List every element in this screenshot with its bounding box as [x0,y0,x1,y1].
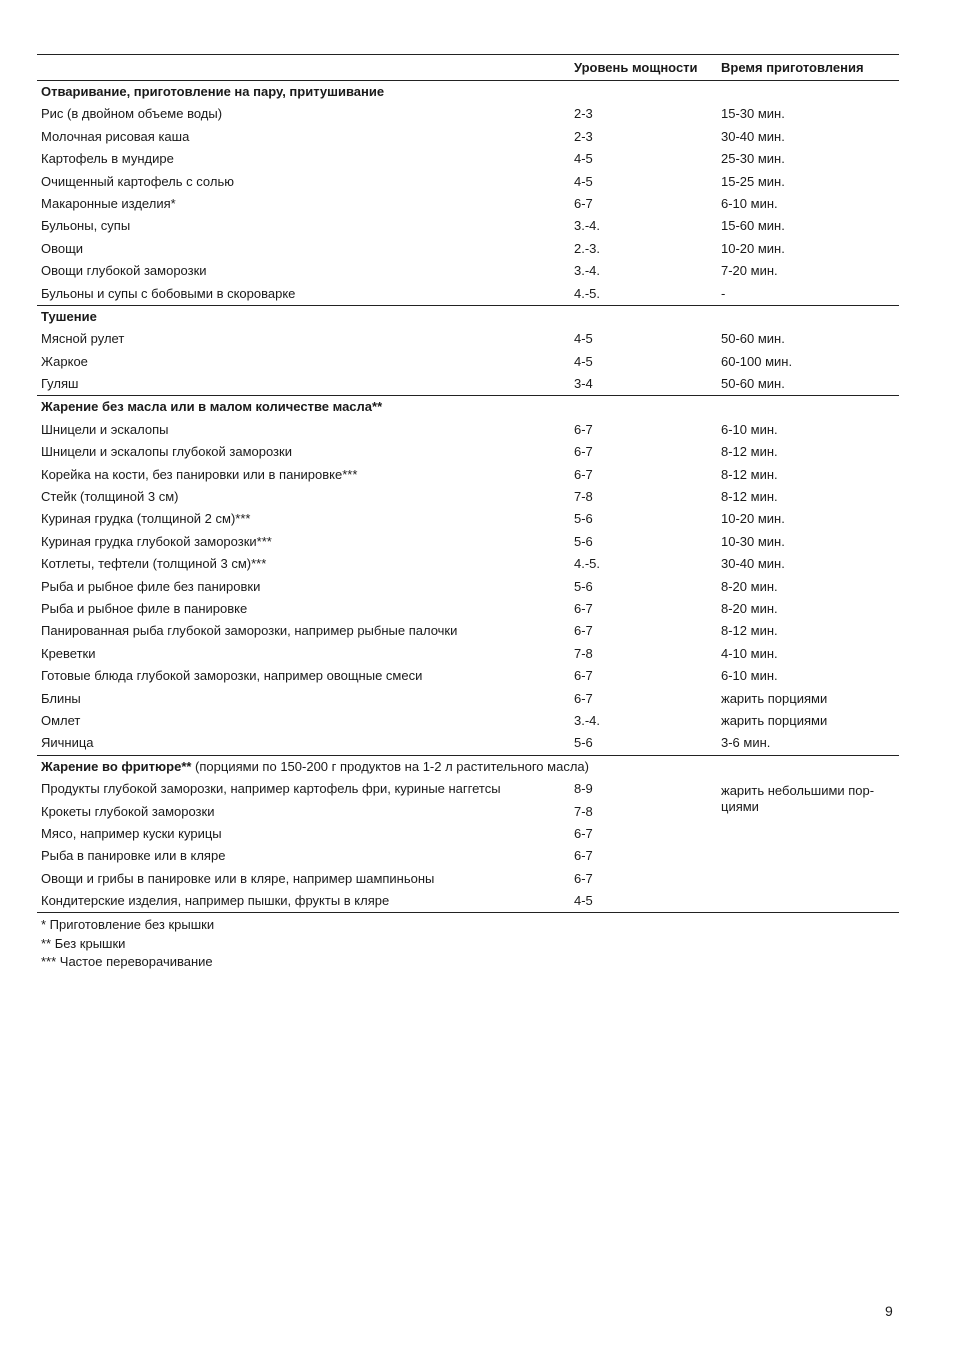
table-row [37,419,899,441]
table-row [37,171,899,193]
time-cell: 6-10 мин. [721,668,778,684]
time-cell: 50-60 мин. [721,376,785,392]
power-cell: 6-7 [574,848,593,864]
table-row [37,373,899,395]
section-title [37,756,899,778]
dish-cell: Куриная грудка глубокой заморозки*** [41,533,272,549]
table-row [37,801,717,823]
power-cell: 6-7 [574,825,593,841]
power-cell: 5-6 [574,511,593,527]
dish-cell: Рыба и рыбное филе без панировки [41,578,261,594]
dish-cell: Гуляш [41,376,79,392]
table-section [37,396,899,755]
power-cell: 4-5 [574,353,593,369]
dish-cell: Картофель в мундире [41,151,174,167]
time-cell: 8-12 мин. [721,466,778,482]
dish-cell: Готовые блюда глубокой заморозки, например овощные смеси [41,668,423,684]
table-row [37,193,899,215]
dish-cell: Очищенный картофель с солью [41,173,234,189]
table-row [37,688,899,710]
power-cell: 6-7 [574,623,593,639]
dish-cell: Корейка на кости, без панировки или в панировке*** [41,466,358,482]
table-sections [37,81,899,756]
table-row [37,464,899,486]
time-cell: 30-40 мин. [721,556,785,572]
table-row [37,486,899,508]
power-cell: 6-7 [574,600,593,616]
power-cell: 3.-4. [574,263,601,279]
section-deep-fry [37,756,899,914]
table-row [37,553,899,575]
table-row [37,126,899,148]
table-row [37,778,717,800]
power-cell: 6-7 [574,668,593,684]
dish-cell: Овощи глубокой заморозки [41,263,207,279]
time-cell: 10-20 мин. [721,511,785,527]
page-number: 9 [885,1303,893,1319]
dish-cell: Рис (в двойном объеме воды) [41,106,223,122]
table-row [37,598,899,620]
table-row [37,890,717,912]
table-row [37,531,899,553]
power-cell: 3.-4. [574,218,601,234]
time-cell: 15-60 мин. [721,218,785,234]
deep-fry-rows [37,778,717,912]
dish-cell: Омлет [41,712,81,728]
table-row [37,823,717,845]
power-cell: 5-6 [574,578,593,594]
table-row [37,148,899,170]
section-title: Жарение без масла или в малом количестве масла** [41,399,383,415]
table-row [37,215,899,237]
dish-cell: Овощи [41,240,84,256]
time-cell: 7-20 мин. [721,263,778,279]
table-row [37,576,899,598]
power-cell: 7-8 [574,803,593,819]
footnotes [37,916,899,972]
time-cell: 6-10 мин. [721,195,778,211]
time-cell: 3-6 мин. [721,735,771,751]
table-row [37,328,899,350]
time-cell: 8-12 мин. [721,623,778,639]
power-cell: 8-9 [574,781,593,797]
dish-cell: Мясо, например куски курицы [41,825,222,841]
table-row [37,103,899,125]
table-header [37,54,899,81]
table-row [37,732,899,754]
table-row [37,508,899,530]
dish-cell: Продукты глубокой заморозки, например картофель фри, куриные наггетсы [41,781,501,797]
power-cell: 4-5 [574,893,593,909]
power-cell: 3-4 [574,376,593,392]
table-row [37,620,899,642]
dish-cell: Котлеты, тефтели (толщиной 3 см)*** [41,556,267,572]
deep-fry-time: жарить небольшими пор-циями [721,783,875,815]
time-cell: 8-12 мин. [721,489,778,505]
table-section [37,81,899,306]
power-cell: 6-7 [574,690,593,706]
time-cell: 8-20 мин. [721,600,778,616]
power-cell: 2-3 [574,128,593,144]
time-cell: жарить порциями [721,690,828,706]
power-cell: 3.-4. [574,712,601,728]
time-cell: 4-10 мин. [721,645,778,661]
footnote: * Приготовление без крышки [41,917,215,933]
time-cell: 30-40 мин. [721,128,785,144]
power-cell: 4.-5. [574,556,601,572]
time-cell: 6-10 мин. [721,421,778,437]
dish-cell: Куриная грудка (толщиной 2 см)*** [41,511,251,527]
power-cell: 6-7 [574,870,593,886]
dish-cell: Рыба и рыбное филе в панировке [41,600,248,616]
footnote: *** Частое переворачивание [41,954,213,970]
dish-cell: Макаронные изделия* [41,195,176,211]
table-row [37,238,899,260]
dish-cell: Молочная рисовая каша [41,128,190,144]
dish-cell: Рыба в панировке или в кляре [41,848,226,864]
header-time: Время приготовления [721,60,864,75]
dish-cell: Яичница [41,735,94,751]
time-cell: 25-30 мин. [721,151,785,167]
dish-cell: Шницели и эскалопы [41,421,169,437]
time-cell: 10-20 мин. [721,240,785,256]
power-cell: 6-7 [574,466,593,482]
dish-cell: Крокеты глубокой заморозки [41,803,215,819]
deep-fry-body [37,778,899,912]
table-row [37,260,899,282]
time-cell: 60-100 мин. [721,353,793,369]
dish-cell: Кондитерские изделия, например пышки, фрукты в кляре [41,893,390,909]
table-row [37,283,899,305]
section-title: Тушение [41,308,97,324]
time-cell: жарить порциями [721,712,828,728]
table-row [37,868,717,890]
time-cell: 8-12 мин. [721,444,778,460]
time-cell: - [721,285,726,301]
dish-cell: Бульоны, супы [41,218,131,234]
table-row [37,845,717,867]
time-cell: 15-30 мин. [721,106,785,122]
footnote: ** Без крышки [41,935,126,951]
power-cell: 2.-3. [574,240,601,256]
power-cell: 6-7 [574,421,593,437]
time-cell: 10-30 мин. [721,533,785,549]
table-row [37,665,899,687]
power-cell: 7-8 [574,489,593,505]
power-cell: 7-8 [574,645,593,661]
power-cell: 4-5 [574,151,593,167]
time-cell: 8-20 мин. [721,578,778,594]
dish-cell: Панированная рыба глубокой заморозки, например рыбные палочки [41,623,458,639]
section-title-note: (порциями по 150-200 г продуктов на 1-2 л растительного масла) [191,758,589,774]
dish-cell: Креветки [41,645,96,661]
power-cell: 6-7 [574,195,593,211]
table-row [37,351,899,373]
cooking-table [37,54,899,972]
dish-cell: Овощи и грибы в панировке или в кляре, например шампиньоны [41,870,435,886]
dish-cell: Шницели и эскалопы глубокой заморозки [41,444,292,460]
table-row [37,643,899,665]
power-cell: 4-5 [574,331,593,347]
power-cell: 4-5 [574,173,593,189]
power-cell: 5-6 [574,533,593,549]
dish-cell: Бульоны и супы с бобовыми в скороварке [41,285,296,301]
table-row [37,441,899,463]
power-cell: 4.-5. [574,285,601,301]
section-title: Отваривание, приготовление на пару, притушивание [41,84,385,99]
time-cell: 50-60 мин. [721,331,785,347]
header-power: Уровень мощности [574,60,698,75]
table-row [37,710,899,732]
table-section [37,306,899,397]
power-cell: 6-7 [574,444,593,460]
section-title-bold: Жарение во фритюре** [41,758,192,774]
dish-cell: Блины [41,690,81,706]
dish-cell: Мясной рулет [41,331,125,347]
time-cell: 15-25 мин. [721,173,785,189]
power-cell: 5-6 [574,735,593,751]
dish-cell: Стейк (толщиной 3 см) [41,489,179,505]
dish-cell: Жаркое [41,353,88,369]
power-cell: 2-3 [574,106,593,122]
